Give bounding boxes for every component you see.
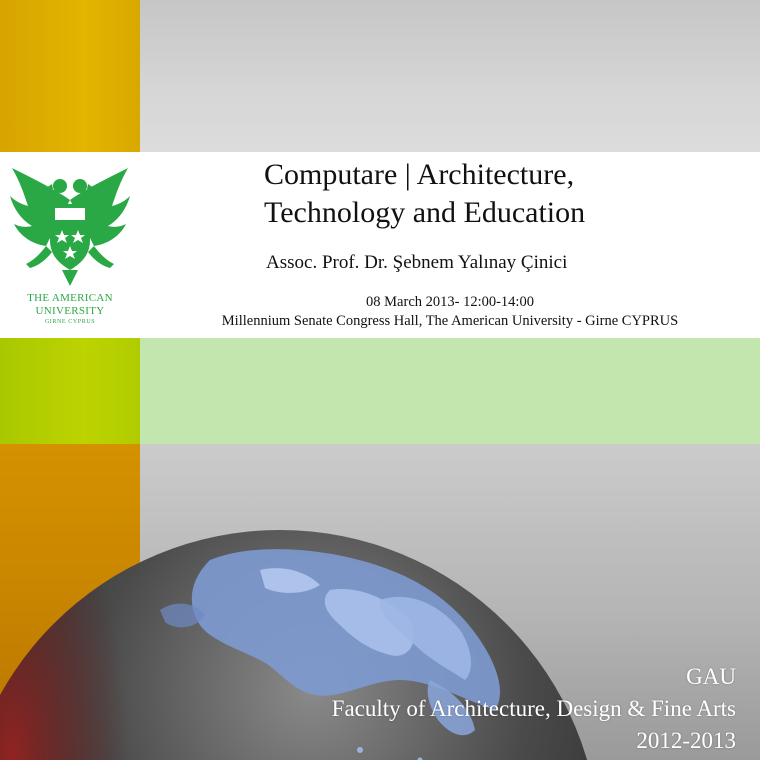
footer-faculty: Faculty of Architecture, Design & Fine Arts xyxy=(331,696,736,721)
logo-text-line3: GIRNE CYPRUS xyxy=(44,319,96,325)
globe-image xyxy=(0,530,600,760)
event-title-line2: Technology and Education xyxy=(264,196,586,229)
logo-text-line2: UNIVERSITY xyxy=(35,305,105,317)
lime-block xyxy=(0,338,140,444)
university-logo xyxy=(6,160,134,332)
event-datetime: 08 March 2013- 12:00-14:00 xyxy=(366,294,534,310)
speaker-name: Assoc. Prof. Dr. Şebnem Yalınay Çinici xyxy=(266,252,568,273)
pale-green-band xyxy=(140,338,760,444)
event-title-line1: Computare | Architecture, xyxy=(264,158,575,191)
footer-year: 2012-2013 xyxy=(636,728,736,753)
logo-text-line1: THE AMERICAN xyxy=(27,292,113,304)
eagle-crest-icon xyxy=(6,160,134,290)
mustard-block xyxy=(0,0,140,152)
grey-top-panel xyxy=(140,0,760,152)
event-venue: Millennium Senate Congress Hall, The American University - Girne CYPRUS xyxy=(221,313,679,329)
footer-org: GAU xyxy=(686,664,736,689)
event-title xyxy=(264,156,744,232)
